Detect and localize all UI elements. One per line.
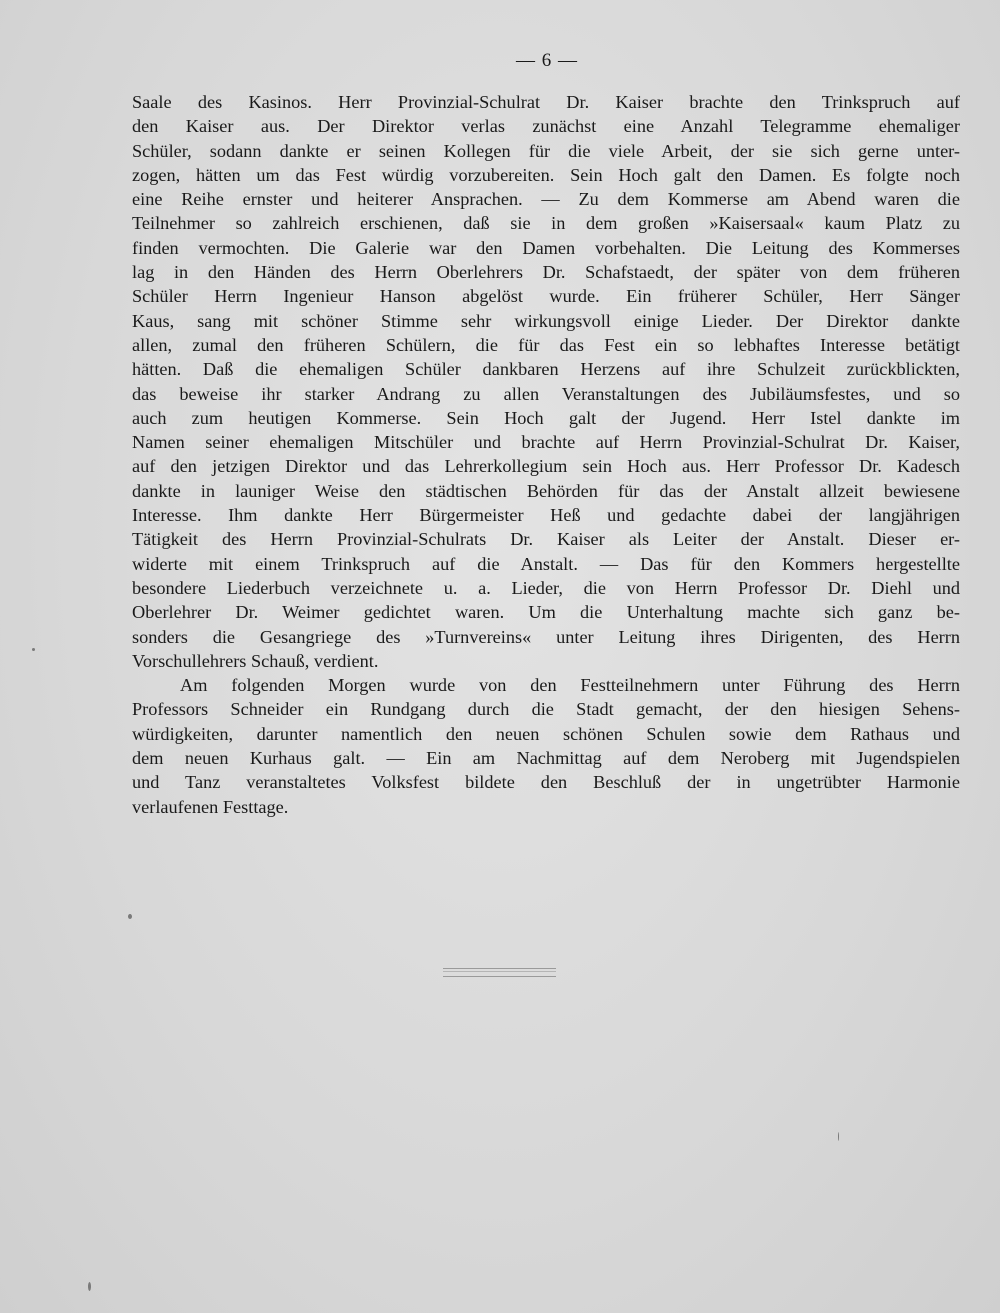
text-line: Schüler Herrn Ingenieur Hanson abgelöst wurde. Ein früherer Schüler, Herr Sänger (132, 286, 960, 307)
scan-speck (32, 648, 35, 651)
text-line: finden vermochten. Die Galerie war den Damen vorbehalten. Die Leitung des Kommerses (132, 237, 960, 258)
text-line: Namen seiner ehemaligen Mitschüler und brachte auf Herrn Provinzial-Schulrat Dr. Kaiser, (132, 432, 960, 453)
text-line: Oberlehrer Dr. Weimer gedichtet waren. Um die Unterhaltung machte sich ganz be- (132, 602, 960, 623)
body-text (132, 90, 960, 819)
text-line: das beweise ihr starker Andrang zu allen Veranstaltungen des Jubiläumsfestes, und so (132, 383, 960, 404)
text-line: eine Reihe ernster und heiterer Ansprachen. — Zu dem Kommerse am Abend waren die (132, 189, 960, 210)
text-line: allen, zumal den früheren Schülern, die für das Fest ein so lebhaftes Interesse betätigt (132, 334, 960, 355)
text-line: dankte in launiger Weise den städtischen Behörden für das der Anstalt allzeit bewiesene (132, 480, 960, 501)
text-line: Interesse. Ihm dankte Herr Bürgermeister Heß und gedachte dabei der langjährigen (132, 505, 960, 526)
text-line: Teilnehmer so zahlreich erschienen, daß sie in dem großen »Kaisersaal« kaum Platz zu (132, 213, 960, 234)
text-line: auf den jetzigen Direktor und das Lehrerkollegium sein Hoch aus. Herr Professor Dr. Kadesch (132, 456, 960, 477)
text-line: zogen, hätten um das Fest würdig vorzubereiten. Sein Hoch galt den Damen. Es folgte noch (132, 164, 960, 185)
text-line: Saale des Kasinos. Herr Provinzial-Schulrat Dr. Kaiser brachte den Trinkspruch auf (132, 92, 960, 112)
scan-speck (88, 1282, 91, 1291)
text-line: hätten. Daß die ehemaligen Schüler dankbaren Herzens auf ihre Schulzeit zurückblickten, (132, 359, 960, 380)
page-number: — 6 — (516, 50, 578, 71)
text-line: würdigkeiten, darunter namentlich den neuen schönen Schulen sowie dem Rathaus und (132, 723, 960, 744)
text-line: und Tanz veranstaltetes Volksfest bildete den Beschluß der in ungetrübter Harmonie (132, 772, 960, 793)
text-line: Kaus, sang mit schöner Stimme sehr wirkungsvoll einige Lieder. Der Direktor dankte (132, 310, 960, 331)
text-line: verlaufenen Festtage. (132, 796, 289, 817)
text-line: Professors Schneider ein Rundgang durch die Stadt gemacht, der den hiesigen Sehens- (132, 699, 960, 720)
text-line: den Kaiser aus. Der Direktor verlas zunächst eine Anzahl Telegramme ehemaliger (132, 116, 960, 137)
text-line: lag in den Händen des Herrn Oberlehrers Dr. Schafstaedt, der später von dem früheren (132, 262, 960, 283)
text-line: Schüler, sodann dankte er seinen Kollegen für die viele Arbeit, der sie sich gerne unter- (132, 140, 960, 161)
text-line: besondere Liederbuch verzeichnete u. a. Lieder, die von Herrn Professor Dr. Diehl und (132, 577, 960, 598)
text-line: Vorschullehrers Schauß, verdient. (132, 650, 379, 671)
text-line: widerte mit einem Trinkspruch auf die Anstalt. — Das für den Kommers hergestellte (132, 553, 960, 574)
text-line: Tätigkeit des Herrn Provinzial-Schulrats Dr. Kaiser als Leiter der Anstalt. Dieser er- (132, 529, 960, 550)
text-line: auch zum heutigen Kommerse. Sein Hoch galt der Jugend. Herr Istel dankte im (132, 407, 960, 428)
text-line: sonders die Gesangriege des »Turnvereins« unter Leitung ihres Dirigenten, des Herrn (132, 626, 960, 647)
section-separator-rule (443, 968, 556, 977)
scan-speck (128, 914, 132, 919)
text-line: Am folgenden Morgen wurde von den Festteilnehmern unter Führung des Herrn (180, 675, 960, 696)
scan-speck (838, 1132, 839, 1141)
text-line: dem neuen Kurhaus galt. — Ein am Nachmittag auf dem Neroberg mit Jugendspielen (132, 748, 960, 769)
